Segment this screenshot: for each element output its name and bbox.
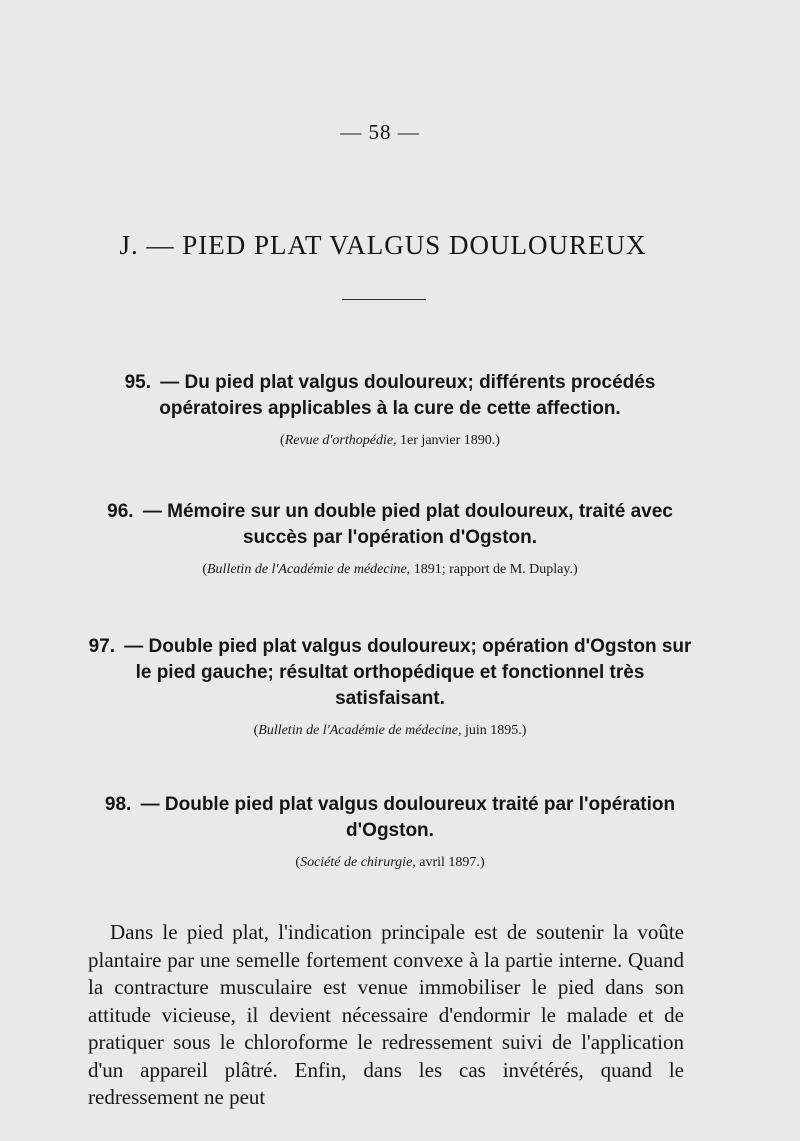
bibliography-entry-96 [80, 499, 700, 579]
section-divider [342, 299, 426, 300]
source-detail: avril 1897. [415, 855, 480, 870]
page-number: — 58 — [340, 120, 420, 144]
entry-number: 98. [104, 794, 132, 815]
entry-title [80, 370, 700, 422]
source-detail: 1er janvier 1890. [396, 433, 496, 448]
entry-title-text: — Double pied plat valgus douloureux; opération d'Ogston sur le pied gauche; résultat orthopédique et fonctionnel très satisfaisant. [124, 636, 692, 709]
entry-title-text: — Mémoire sur un double pied plat douloureux, traité avec succès par l'opération d'Ogston. [142, 501, 673, 548]
entry-source: (Bulletin de l'Académie de médecine, 1891; rapport de M. Duplay.) [202, 562, 578, 577]
source-detail: 1891; rapport de M. Duplay. [410, 562, 573, 577]
entry-source: (Bulletin de l'Académie de médecine, juin 1895.) [253, 723, 527, 738]
source-journal: Bulletin de l'Académie de médecine, [258, 723, 462, 738]
source-journal: Revue d'orthopédie, [284, 433, 397, 448]
body-paragraph: Dans le pied plat, l'indication principale est de soutenir la voûte plantaire par une semelle fortement convexe à la partie interne. Quand la contracture musculaire est venue immobiliser le pied dans son attitude vicieuse, il devient nécessaire d'endormir le malade et de pratiquer sous le chloroforme le redressement suivi de l'application d'un appareil plâtré. Enfin, dans les cas invétérés, quand le redressement ne peut [88, 920, 684, 1109]
bibliography-entry-98 [80, 792, 700, 872]
entry-source: (Société de chirurgie, avril 1897.) [295, 855, 485, 870]
source-journal: Bulletin de l'Académie de médecine, [207, 562, 411, 577]
entry-number: 97. [88, 636, 115, 657]
bibliography-entry-95 [80, 370, 700, 450]
entry-title-text: — Du pied plat valgus douloureux; différents procédés opératoires applicables à la cure de cette affection. [159, 372, 656, 419]
entry-title-text: — Double pied plat valgus douloureux traité par l'opération d'Ogston. [140, 794, 676, 841]
bibliography-entry-97 [80, 634, 700, 740]
source-detail: juin 1895. [461, 723, 522, 738]
entry-title [80, 792, 700, 844]
entry-title [80, 634, 700, 712]
entry-number: 95. [124, 372, 151, 393]
entry-number: 96. [107, 501, 134, 522]
entry-source: (Revue d'orthopédie, 1er janvier 1890.) [280, 433, 500, 448]
entry-title [80, 499, 700, 551]
source-journal: Société de chirurgie, [300, 855, 416, 870]
section-title: J. — PIED PLAT VALGUS DOULOUREUX [119, 230, 647, 260]
